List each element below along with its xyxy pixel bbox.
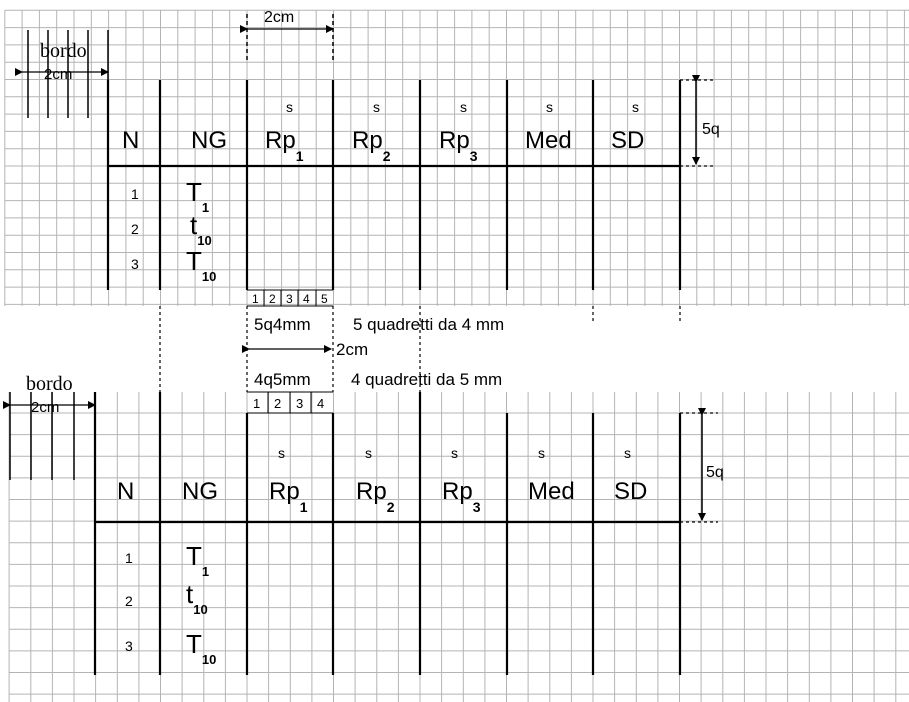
top-header-n: N [122,127,140,154]
top-sup-rp2: s [373,99,380,115]
bottom-sup-rp3: s [451,445,458,461]
grid-a-short-label: 5q4mm [254,315,311,334]
top-panel [22,9,720,306]
bottom-header-n: N [117,478,135,505]
top-header-rp2: $Rp_2$ [352,127,391,164]
bottom-header-ng: NG [182,478,218,505]
bottom-header-rp3: $Rp_3$ [442,478,481,515]
top-border-width: 2cm [44,66,73,83]
bottom-header-med: Med [528,478,575,505]
top-column-width-label: 2cm [264,9,295,26]
bottom-border-width: 2cm [31,399,60,416]
grid-b-short-label: 4q5mm [254,370,311,389]
bottom-row-2-n: 2 [125,593,133,609]
bottom-ruler-1: 1 [253,396,261,411]
top-header-ng: NG [191,127,227,154]
top-ruler-5: 5 [321,292,328,306]
top-row-3-ng: $T_{10}$ [186,246,217,284]
bottom-ruler-4: 4 [317,396,325,411]
bottom-sup-rp2: s [365,445,372,461]
bottom-row-3-ng: $T_{10}$ [186,629,217,667]
top-row-3-n: 3 [131,256,139,272]
top-sup-sd: s [632,99,639,115]
top-ruler-3: 3 [286,292,293,306]
top-ruler-2: 2 [269,292,276,306]
bottom-row-1-ng: $T_1$ [186,541,210,579]
bottom-header-sd: SD [614,478,648,505]
top-row-2-n: 2 [131,221,139,237]
top-border-label: bordo [40,40,87,62]
top-row-2-ng: $t_{10}$ [190,210,212,248]
top-header-height-label: 5q [702,121,720,138]
bottom-sup-med: s [538,445,545,461]
middle-column-width-label: 2cm [336,340,369,359]
bottom-row-1-n: 1 [125,550,133,566]
top-ruler-1: 1 [252,292,259,306]
grid-5mm-bottom [9,391,909,702]
bottom-header-height-label: 5q [706,464,724,481]
bottom-header-rp1: $Rp_1$ [269,478,308,515]
top-header-med: Med [525,127,572,154]
top-row-1-ng: $T_1$ [186,177,210,215]
top-sup-med: s [546,99,553,115]
grid-4mm-top [5,10,909,306]
top-header-rp3: $Rp_3$ [439,127,478,164]
top-ruler-4: 4 [303,292,310,306]
grid-a-long-label: 5 quadretti da 4 mm [353,315,505,334]
bottom-row-3-n: 3 [125,638,133,654]
top-sup-rp1: s [286,99,293,115]
grid-b-long-label: 4 quadretti da 5 mm [351,370,503,389]
bottom-header-rp2: $Rp_2$ [356,478,395,515]
bottom-sup-rp1: s [278,445,285,461]
bottom-ruler-3: 3 [296,396,304,411]
top-sup-rp3: s [460,99,467,115]
bottom-ruler [247,392,333,413]
top-row-1-n: 1 [131,186,139,202]
top-ruler [247,290,333,306]
bottom-ruler-2: 2 [274,396,282,411]
bottom-sup-sd: s [624,445,631,461]
bottom-border-label: bordo [26,373,73,395]
top-header-sd: SD [611,127,645,154]
top-header-rp1: $Rp_1$ [265,127,304,164]
bottom-row-2-ng: $t_{10}$ [186,579,208,617]
